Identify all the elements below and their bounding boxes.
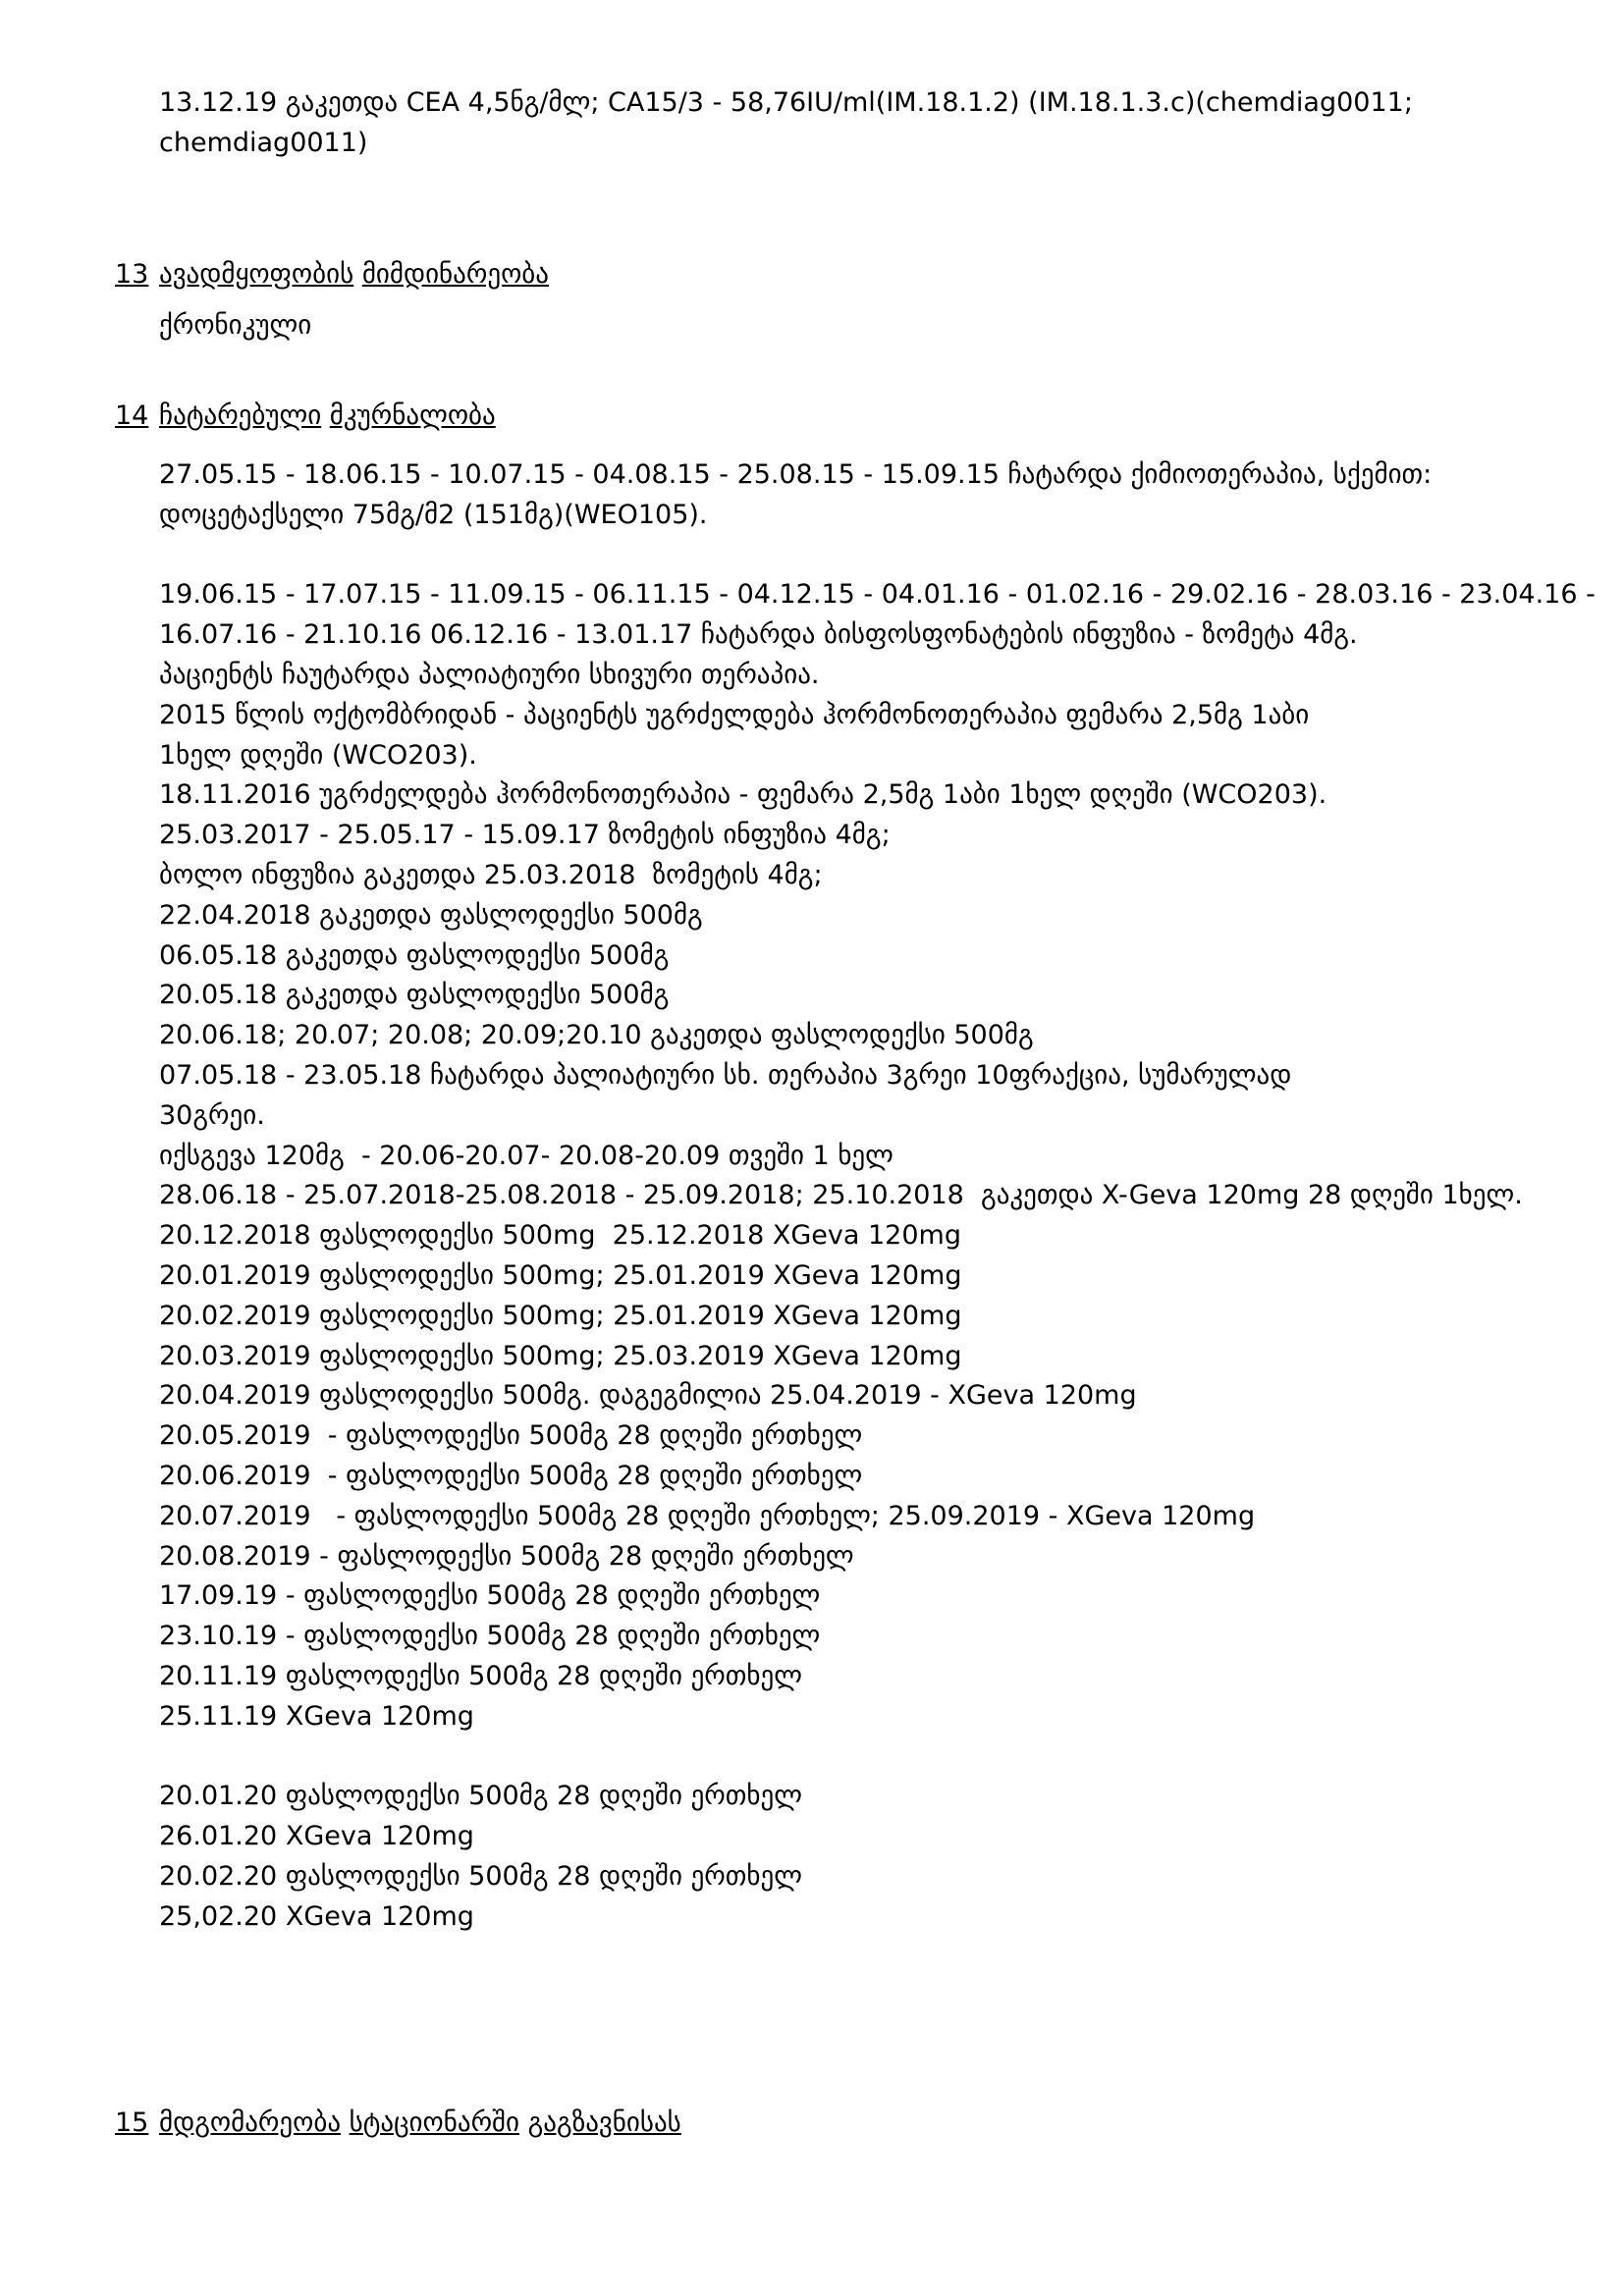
text-line: 1ხელ დღეში (WCO203). xyxy=(159,739,477,771)
text-line: 19.06.15 - 17.07.15 - 11.09.15 - 06.11.15 - 04.12.15 - 04.01.16 - 01.02.16 - 29.02.16 - 28.03.16 - 23.04.16 - xyxy=(159,579,1596,611)
text-line: იქსგევა 120მგ - 20.06-20.07- 20.08-20.09 თვეში 1 ხელ xyxy=(159,1140,893,1171)
text-line: 20.08.2019 - ფასლოდექსი 500მგ 28 დღეში ერთხელ xyxy=(159,1540,854,1572)
text-line: 20.01.20 ფასლოდექსი 500მგ 28 დღეში ერთხელ xyxy=(159,1781,802,1812)
section-15 xyxy=(115,2104,1585,2144)
text-line: 26.01.20 XGeva 120mg xyxy=(159,1821,474,1852)
section-15-number: 15 xyxy=(115,2108,149,2139)
section-14-number: 14 xyxy=(115,400,149,432)
section-13-title: ავადმყოფობის მიმდინარეობა xyxy=(159,258,549,290)
text-line: 16.07.16 - 21.10.16 06.12.16 - 13.01.17 ჩატარდა ბისფოსფონატების ინფუზია - ზომეტა 4მგ. xyxy=(159,619,1358,651)
section-15-title: მდგომარეობა სტაციონარში გაგზავნისას xyxy=(159,2108,681,2139)
text-line: 25,02.20 XGeva 120mg xyxy=(159,1900,474,1932)
text-line: 2015 წლის ოქტომბრიდან - პაციენტს უგრძელდება ჰორმონოთერაპია ფემარა 2,5მგ 1აბი xyxy=(159,699,1310,730)
text-line: 28.06.18 - 25.07.2018-25.08.2018 - 25.09.2018; 25.10.2018 გაკეთდა X-Geva 120mg 28 დღეში 1ხელ. xyxy=(159,1180,1523,1211)
section-14-body xyxy=(159,455,1596,1937)
text-line: 20.01.2019 ფასლოდექსი 500mg; 25.01.2019 XGeva 120mg xyxy=(159,1259,962,1291)
text-line xyxy=(159,536,1585,576)
text-line: 20.04.2019 ფასლოდექსი 500მგ. დაგეგმილია 25.04.2019 - XGeva 120mg xyxy=(159,1380,1137,1412)
text-line: დოცეტაქსელი 75მგ/მ2 (151მგ)(WEO105). xyxy=(159,499,708,530)
text-line: 18.11.2016 უგრძელდება ჰორმონოთერაპია - ფემარა 2,5მგ 1აბი 1ხელ დღეში (WCO203). xyxy=(159,779,1327,811)
text-line: 25.03.2017 - 25.05.17 - 15.09.17 ზომეტის ინფუზია 4მგ; xyxy=(159,820,891,851)
section-15-heading xyxy=(115,2104,1585,2144)
text-line: 20.02.2019 ფასლოდექსი 500mg; 25.01.2019 XGeva 120mg xyxy=(159,1300,962,1331)
section-14-heading xyxy=(115,397,1585,437)
text-line: 20.05.2019 - ფასლოდექსი 500მგ 28 დღეში ერთხელ xyxy=(159,1420,863,1452)
section-13-heading xyxy=(115,255,1585,295)
section-13-number: 13 xyxy=(115,258,149,290)
text-line: 13.12.19 გაკეთდა CEA 4,5ნგ/მლ; CA15/3 - 58,76IU/ml(IM.18.1.2) (IM.18.1.3.c)(chemdiag0011; xyxy=(159,87,1413,118)
text-line xyxy=(159,1736,1585,1777)
text-line: 30გრეი. xyxy=(159,1099,265,1131)
section-14 xyxy=(115,397,1596,1937)
text-line: 20.03.2019 ფასლოდექსი 500mg; 25.03.2019 XGeva 120mg xyxy=(159,1340,962,1371)
text-line: 22.04.2018 გაკეთდა ფასლოდექსი 500მგ xyxy=(159,899,703,931)
text-line: 20.05.18 გაკეთდა ფასლოდექსი 500მგ xyxy=(159,980,670,1011)
text-line: 20.12.2018 ფასლოდექსი 500mg 25.12.2018 XGeva 120mg xyxy=(159,1220,961,1252)
text-line: 20.11.19 ფასლოდექსი 500მგ 28 დღეში ერთხელ xyxy=(159,1660,802,1691)
text-line: 23.10.19 - ფასლოდექსი 500მგ 28 დღეში ერთხელ xyxy=(159,1621,821,1652)
text-line: 20.02.20 ფასლოდექსი 500მგ 28 დღეში ერთხელ xyxy=(159,1860,802,1892)
text-line: ქრონიკული xyxy=(159,310,312,342)
text-line: chemdiag0011) xyxy=(159,127,368,158)
text-line: 20.06.2019 - ფასლოდექსი 500მგ 28 დღეში ერთხელ xyxy=(159,1460,863,1491)
text-line: 06.05.18 გაკეთდა ფასლოდექსი 500მგ xyxy=(159,939,670,971)
text-line: 17.09.19 - ფასლოდექსი 500მგ 28 დღეში ერთხელ xyxy=(159,1580,821,1612)
section-13-body xyxy=(159,306,1585,347)
text-line: 07.05.18 - 23.05.18 ჩატარდა პალიატიური სხ. თერაპია 3გრეი 10ფრაქცია, სუმარულად xyxy=(159,1059,1292,1091)
text-line: ბოლო ინფუზია გაკეთდა 25.03.2018 ზომეტის 4მგ; xyxy=(159,859,823,890)
text-line: 27.05.15 - 18.06.15 - 10.07.15 - 04.08.15 - 25.08.15 - 15.09.15 ჩატარდა ქიმიოთერაპია, სქემით: xyxy=(159,458,1433,490)
text-line: 25.11.19 XGeva 120mg xyxy=(159,1700,474,1732)
text-line: 20.07.2019 - ფასლოდექსი 500მგ 28 დღეში ერთხელ; 25.09.2019 - XGeva 120mg xyxy=(159,1500,1256,1531)
section-14-title: ჩატარებული მკურნალობა xyxy=(159,400,496,432)
text-line: 20.06.18; 20.07; 20.08; 20.09;20.10 გაკეთდა ფასლოდექსი 500მგ xyxy=(159,1020,1034,1051)
section-13 xyxy=(115,255,1585,347)
intro-paragraph xyxy=(159,83,1585,164)
text-line: პაციენტს ჩაუტარდა პალიატიური სხივური თერაპია. xyxy=(159,659,820,690)
